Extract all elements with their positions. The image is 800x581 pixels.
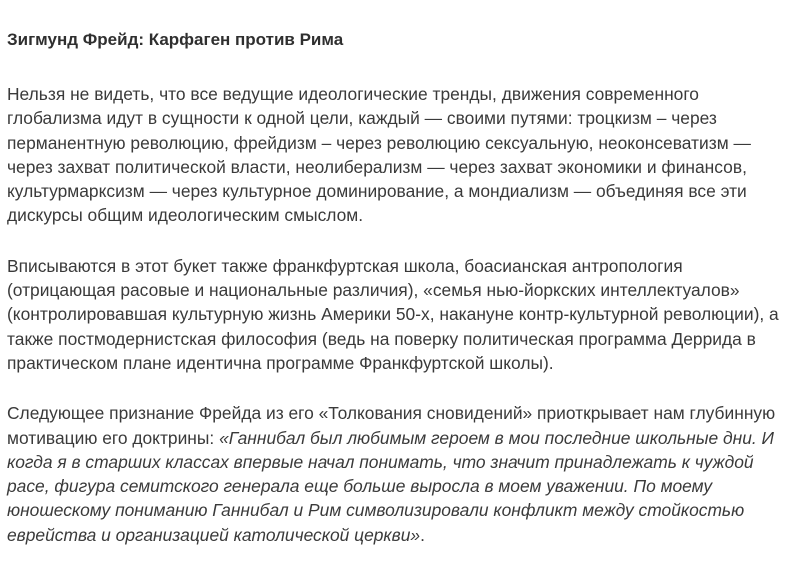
paragraph-3 xyxy=(7,401,794,547)
paragraph-1: Нельзя не видеть, что все ведущие идеологические тренды, движения современного глобализма идут в сущности к одной цели, каждый — своими путями: троцкизм – через перманентную революцию, фрейдизм – через революцию сексуальную, неоконсеватизм — через захват политической власти, неолиберализм — через захват экономики и финансов, культурмарксизм — через культурное доминирование, а мондиализм — объединяя все эти дискурсы общим идеологическим смыслом. xyxy=(7,84,751,226)
freud-quote: «Ганнибал был любимым героем в мои последние школьные дни. И когда я в старших классах впервые начал понимать, что значит принадлежать к чуждой расе, фигура семитского генерала еще больше выросла в моем уважении. По моему юношескому пониманию Ганнибал и Рим символизировали конфликт между стойкостью еврейства и организацией католической церкви» xyxy=(7,427,774,545)
article-title: Зигмунд Фрейд: Карфаген против Рима xyxy=(7,30,344,49)
paragraph-2: Вписываются в этот букет также франкфуртская школа, боасианская антропология (отрицающая расовые и национальные различия), «семья нью-йоркских интеллектуалов» (контролировавшая культурную жизнь Америки 50-х, накануне контр-культурной революции), а также постмодернистская философия (ведь на поверку политическая программа Деррида в практическом плане идентична программе Франкфуртской школы). xyxy=(7,255,779,373)
paragraph-3-intro: Следующее признание Фрейда из его «Толкования сновидений» приоткрывает нам глубинную мотивацию его доктрины: xyxy=(7,403,776,448)
paragraph-3-end: . xyxy=(420,524,425,545)
